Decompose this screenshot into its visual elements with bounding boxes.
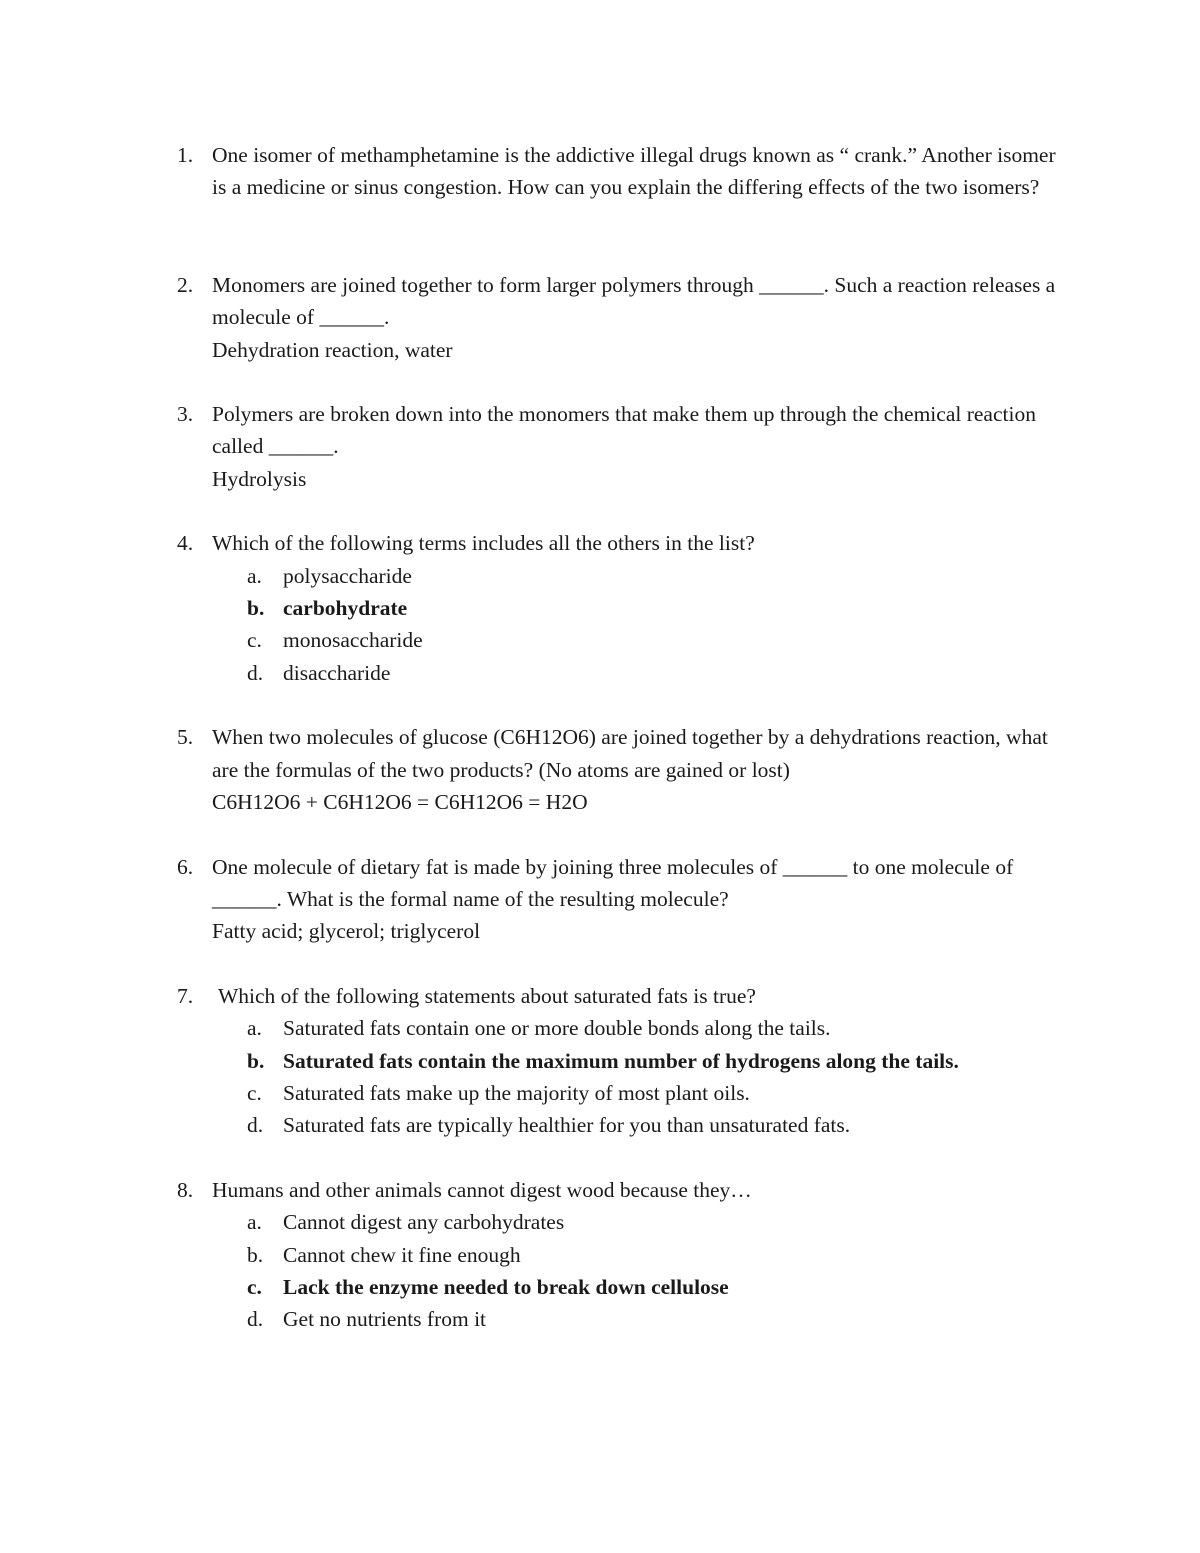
question-text: One isomer of methamphetamine is the addictive illegal drugs known as “ crank.” Another isomer is a medicine or sinus congestion. How can you explain the differing effects of the two isomers? <box>212 143 1056 200</box>
option-d <box>212 1303 1060 1335</box>
answer-text: C6H12O6 + C6H12O6 = C6H12O6 = H2O <box>212 790 588 815</box>
question-number: 3. <box>177 402 194 427</box>
option-text: Saturated fats make up the majority of most plant oils. <box>283 1080 750 1105</box>
option-letter: c. <box>247 628 262 653</box>
question-text: Monomers are joined together to form larger polymers through ______. Such a reaction releases a molecule of ______. <box>212 272 1056 330</box>
option-a <box>212 1206 1060 1238</box>
question-5 <box>172 721 1060 818</box>
option-letter: a. <box>247 563 262 588</box>
option-letter: d. <box>247 660 264 685</box>
option-b-correct <box>212 1045 1060 1077</box>
option-list <box>212 1012 1060 1142</box>
answer-text: Hydrolysis <box>212 466 307 491</box>
option-b <box>212 1239 1060 1271</box>
question-text: Polymers are broken down into the monomers that make them up through the chemical reaction called ______. <box>212 402 1036 459</box>
answer-text: Dehydration reaction, water <box>212 337 453 362</box>
option-list <box>212 560 1060 690</box>
option-c-correct <box>212 1271 1060 1303</box>
option-text: Cannot chew it fine enough <box>283 1242 521 1267</box>
option-text: carbohydrate <box>283 596 408 621</box>
question-number: 5. <box>177 725 194 750</box>
question-1 <box>172 139 1060 204</box>
question-number: 1. <box>177 143 194 167</box>
question-text: One molecule of dietary fat is made by joining three molecules of ______ to one molecule of ______. What is the formal name of the resulting molecule? <box>212 854 1014 911</box>
option-letter: c. <box>247 1080 262 1105</box>
option-letter: c. <box>247 1274 262 1299</box>
option-letter: d. <box>247 1113 264 1138</box>
option-text: disaccharide <box>283 660 391 685</box>
option-letter: a. <box>247 1210 262 1235</box>
option-letter: b. <box>247 596 265 621</box>
question-number: 4. <box>177 531 194 556</box>
option-d <box>212 657 1060 689</box>
option-a <box>212 560 1060 592</box>
question-text: When two molecules of glucose (C6H12O6) are joined together by a dehydrations reaction, what are the formulas of the two products? (No atoms are gained or lost) <box>212 725 1048 782</box>
option-d <box>212 1109 1060 1141</box>
question-number: 6. <box>177 854 194 879</box>
option-b-correct <box>212 592 1060 624</box>
option-letter: a. <box>247 1016 262 1041</box>
question-text: Which of the following statements about saturated fats is true? <box>218 983 756 1008</box>
option-c <box>212 1077 1060 1109</box>
option-text: Saturated fats contain the maximum number of hydrogens along the tails. <box>283 1048 959 1073</box>
option-a <box>212 1012 1060 1044</box>
option-text: polysaccharide <box>283 563 412 588</box>
question-2 <box>172 269 1060 366</box>
question-8 <box>172 1174 1060 1336</box>
question-7 <box>172 980 1060 1142</box>
option-text: Cannot digest any carbohydrates <box>283 1210 565 1235</box>
question-number: 7. <box>177 983 194 1008</box>
question-6 <box>172 851 1060 948</box>
option-text: Lack the enzyme needed to break down cellulose <box>283 1274 729 1299</box>
question-number: 8. <box>177 1177 194 1202</box>
option-text: Saturated fats are typically healthier for you than unsaturated fats. <box>283 1113 851 1138</box>
option-letter: b. <box>247 1048 265 1073</box>
question-text: Humans and other animals cannot digest wood because they… <box>212 1177 752 1202</box>
option-letter: d. <box>247 1307 264 1332</box>
option-c <box>212 624 1060 656</box>
question-number: 2. <box>177 272 194 297</box>
question-3 <box>172 398 1060 495</box>
option-text: Saturated fats contain one or more double bonds along the tails. <box>283 1016 831 1041</box>
option-text: Get no nutrients from it <box>283 1307 487 1332</box>
question-text: Which of the following terms includes all the others in the list? <box>212 531 755 556</box>
option-letter: b. <box>247 1242 264 1267</box>
answer-text: Fatty acid; glycerol; triglycerol <box>212 919 481 944</box>
question-4 <box>172 527 1060 689</box>
option-text: monosaccharide <box>283 628 423 653</box>
option-list <box>212 1206 1060 1336</box>
